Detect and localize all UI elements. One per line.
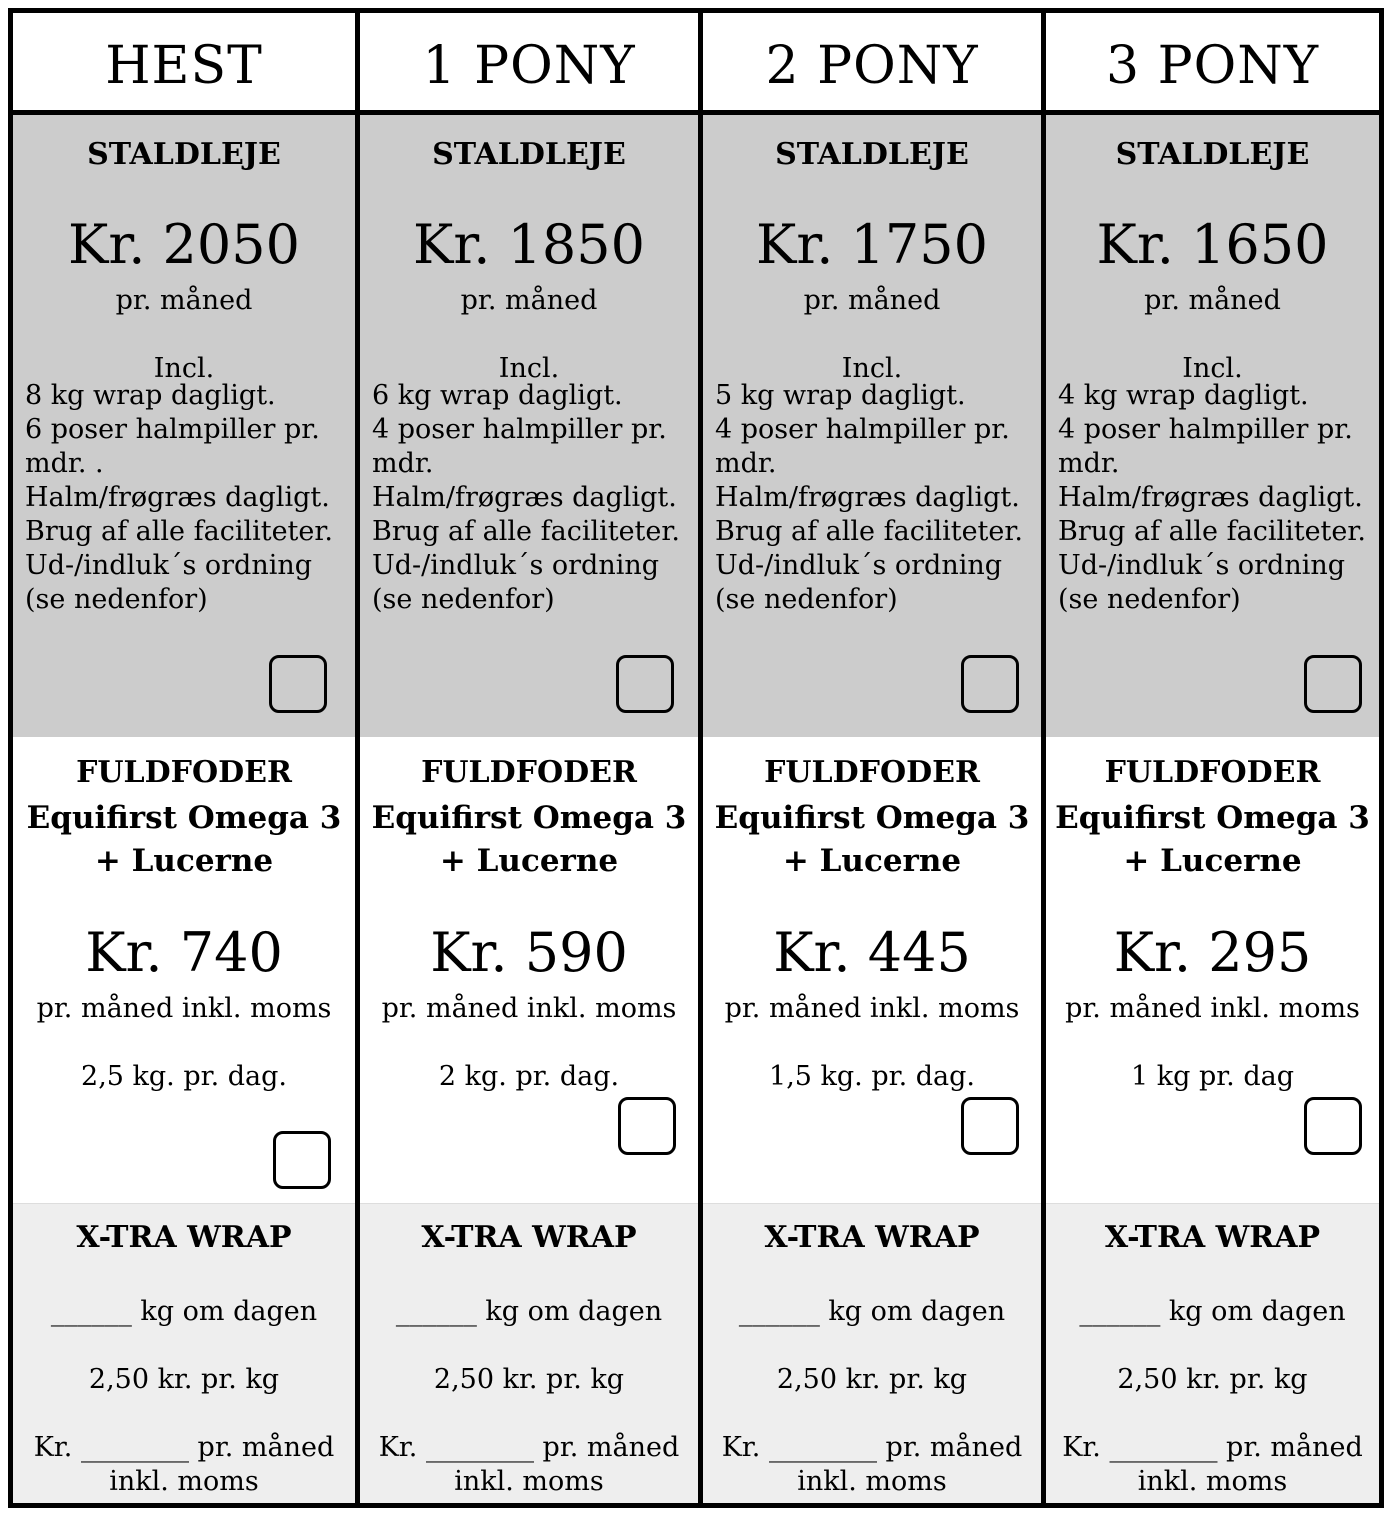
price-table — [8, 8, 1384, 1508]
column-header — [1046, 13, 1379, 115]
xtra-wrap-vat-note: inkl. moms — [797, 1466, 947, 1497]
fuldfoder-amount: 2,5 kg. pr. dag. — [81, 1061, 287, 1092]
fuldfoder-title: FULDFODER — [76, 755, 292, 790]
staldleje-incl-label: Incl. — [1182, 353, 1243, 384]
list-item: Halm/frøgræs dagligt. — [372, 482, 677, 513]
staldleje-period: pr. måned — [803, 285, 941, 316]
column-header — [13, 13, 355, 115]
staldleje-section — [1046, 115, 1379, 737]
list-item: mdr. . — [25, 448, 104, 479]
staldleje-price: Kr. 2050 — [68, 213, 300, 276]
list-item: Ud-/indluk´s ordning — [372, 550, 660, 581]
list-item: (se nedenfor) — [715, 584, 898, 615]
staldleje-incl-label: Incl. — [498, 353, 560, 384]
staldleje-title: STALDLEJE — [1115, 137, 1310, 172]
xtra-wrap-title: X-TRA WRAP — [421, 1220, 637, 1255]
staldleje-checkbox[interactable] — [1304, 655, 1362, 713]
list-item: mdr. — [715, 448, 777, 479]
xtra-wrap-section — [360, 1203, 698, 1503]
fuldfoder-title: FULDFODER — [421, 755, 637, 790]
staldleje-checkbox[interactable] — [961, 655, 1019, 713]
fuldfoder-title: FULDFODER — [764, 755, 980, 790]
list-item: 5 kg wrap dagligt. — [715, 380, 966, 411]
column-title: 3 PONY — [1105, 35, 1320, 96]
xtra-wrap-per-day[interactable]: ______ kg om dagen — [738, 1296, 1006, 1327]
list-item: 8 kg wrap dagligt. — [25, 380, 276, 411]
list-item: 4 kg wrap dagligt. — [1058, 380, 1309, 411]
fuldfoder-checkbox[interactable] — [1304, 1097, 1362, 1155]
xtra-wrap-monthly[interactable]: Kr. ________ pr. måned — [721, 1432, 1023, 1463]
xtra-wrap-section — [703, 1203, 1041, 1503]
list-item: Brug af alle faciliteter. — [1058, 516, 1366, 547]
fuldfoder-checkbox[interactable] — [961, 1097, 1019, 1155]
xtra-wrap-per-day[interactable]: ______ kg om dagen — [50, 1296, 318, 1327]
fuldfoder-price: Kr. 295 — [1113, 921, 1312, 984]
staldleje-includes-list — [372, 379, 694, 617]
column-hest — [13, 13, 355, 1503]
staldleje-title: STALDLEJE — [775, 137, 969, 172]
fuldfoder-checkbox[interactable] — [273, 1131, 331, 1189]
staldleje-includes-list — [715, 379, 1037, 617]
list-item: Halm/frøgræs dagligt. — [715, 482, 1020, 513]
fuldfoder-product: Equifirst Omega 3 — [371, 800, 687, 836]
column-header — [360, 13, 698, 115]
xtra-wrap-section — [13, 1203, 355, 1503]
fuldfoder-price: Kr. 740 — [85, 921, 283, 984]
xtra-wrap-per-day[interactable]: ______ kg om dagen — [1079, 1296, 1346, 1327]
xtra-wrap-monthly[interactable]: Kr. ________ pr. måned — [1062, 1432, 1363, 1463]
list-item: 6 kg wrap dagligt. — [372, 380, 623, 411]
fuldfoder-price: Kr. 590 — [430, 921, 628, 984]
column-3-pony — [1041, 13, 1379, 1503]
staldleje-checkbox[interactable] — [616, 655, 674, 713]
staldleje-includes-list — [1058, 379, 1375, 617]
staldleje-section — [703, 115, 1041, 737]
staldleje-title: STALDLEJE — [87, 137, 281, 172]
fuldfoder-product: Equifirst Omega 3 — [1055, 800, 1370, 836]
fuldfoder-amount: 1,5 kg. pr. dag. — [769, 1061, 975, 1092]
fuldfoder-title: FULDFODER — [1104, 755, 1321, 790]
staldleje-includes-list — [25, 379, 351, 617]
list-item: 4 poser halmpiller pr. — [1058, 414, 1353, 445]
fuldfoder-section — [360, 737, 698, 1203]
fuldfoder-amount: 2 kg. pr. dag. — [438, 1061, 620, 1092]
fuldfoder-product: Equifirst Omega 3 — [714, 800, 1030, 836]
staldleje-checkbox[interactable] — [269, 655, 327, 713]
list-item: mdr. — [372, 448, 434, 479]
fuldfoder-product-addon: + Lucerne — [782, 843, 962, 879]
list-item: Halm/frøgræs dagligt. — [1058, 482, 1363, 513]
staldleje-price: Kr. 1850 — [413, 213, 645, 276]
staldleje-incl-label: Incl. — [841, 353, 903, 384]
column-header — [703, 13, 1041, 115]
list-item: (se nedenfor) — [1058, 584, 1241, 615]
xtra-wrap-vat-note: inkl. moms — [109, 1466, 259, 1497]
column-title: 1 PONY — [422, 35, 636, 96]
fuldfoder-section — [13, 737, 355, 1203]
staldleje-price: Kr. 1750 — [756, 213, 988, 276]
xtra-wrap-vat-note: inkl. moms — [454, 1466, 604, 1497]
fuldfoder-product: Equifirst Omega 3 — [26, 800, 342, 836]
xtra-wrap-per-day[interactable]: ______ kg om dagen — [395, 1296, 663, 1327]
xtra-wrap-monthly[interactable]: Kr. ________ pr. måned — [378, 1432, 680, 1463]
xtra-wrap-rate: 2,50 kr. pr. kg — [776, 1364, 968, 1395]
fuldfoder-section — [1046, 737, 1379, 1203]
fuldfoder-price: Kr. 445 — [773, 921, 971, 984]
list-item: 6 poser halmpiller pr. — [25, 414, 320, 445]
list-item: Ud-/indluk´s ordning — [1058, 550, 1346, 581]
staldleje-title: STALDLEJE — [432, 137, 626, 172]
list-item: mdr. — [1058, 448, 1120, 479]
list-item: Brug af alle faciliteter. — [715, 516, 1023, 547]
xtra-wrap-monthly[interactable]: Kr. ________ pr. måned — [33, 1432, 335, 1463]
list-item: Brug af alle faciliteter. — [372, 516, 680, 547]
fuldfoder-period: pr. måned inkl. moms — [36, 993, 332, 1024]
staldleje-period: pr. måned — [460, 285, 598, 316]
list-item: (se nedenfor) — [372, 584, 555, 615]
fuldfoder-period: pr. måned inkl. moms — [381, 993, 677, 1024]
staldleje-section — [360, 115, 698, 737]
xtra-wrap-title: X-TRA WRAP — [1104, 1220, 1321, 1255]
xtra-wrap-rate: 2,50 kr. pr. kg — [433, 1364, 625, 1395]
xtra-wrap-rate: 2,50 kr. pr. kg — [1117, 1364, 1308, 1395]
xtra-wrap-section — [1046, 1203, 1379, 1503]
list-item: 4 poser halmpiller pr. — [715, 414, 1010, 445]
list-item: (se nedenfor) — [25, 584, 208, 615]
list-item: 4 poser halmpiller pr. — [372, 414, 667, 445]
fuldfoder-amount: 1 kg pr. dag — [1130, 1061, 1295, 1092]
column-title: 2 PONY — [765, 35, 979, 96]
list-item: Halm/frøgræs dagligt. — [25, 482, 330, 513]
xtra-wrap-title: X-TRA WRAP — [76, 1220, 292, 1255]
column-1-pony — [355, 13, 698, 1503]
xtra-wrap-rate: 2,50 kr. pr. kg — [88, 1364, 280, 1395]
xtra-wrap-title: X-TRA WRAP — [764, 1220, 980, 1255]
fuldfoder-section — [703, 737, 1041, 1203]
fuldfoder-period: pr. måned inkl. moms — [724, 993, 1020, 1024]
column-2-pony — [698, 13, 1041, 1503]
fuldfoder-product-addon: + Lucerne — [439, 843, 619, 879]
staldleje-period: pr. måned — [115, 285, 253, 316]
column-title: HEST — [105, 35, 263, 96]
fuldfoder-period: pr. måned inkl. moms — [1065, 993, 1360, 1024]
fuldfoder-checkbox[interactable] — [618, 1097, 676, 1155]
list-item: Ud-/indluk´s ordning — [25, 550, 313, 581]
staldleje-price: Kr. 1650 — [1096, 213, 1329, 276]
staldleje-incl-label: Incl. — [153, 353, 215, 384]
staldleje-period: pr. måned — [1144, 285, 1281, 316]
list-item: Ud-/indluk´s ordning — [715, 550, 1003, 581]
list-item: Brug af alle faciliteter. — [25, 516, 333, 547]
fuldfoder-product-addon: + Lucerne — [1123, 843, 1302, 879]
staldleje-section — [13, 115, 355, 737]
fuldfoder-product-addon: + Lucerne — [94, 843, 274, 879]
xtra-wrap-vat-note: inkl. moms — [1137, 1466, 1288, 1497]
